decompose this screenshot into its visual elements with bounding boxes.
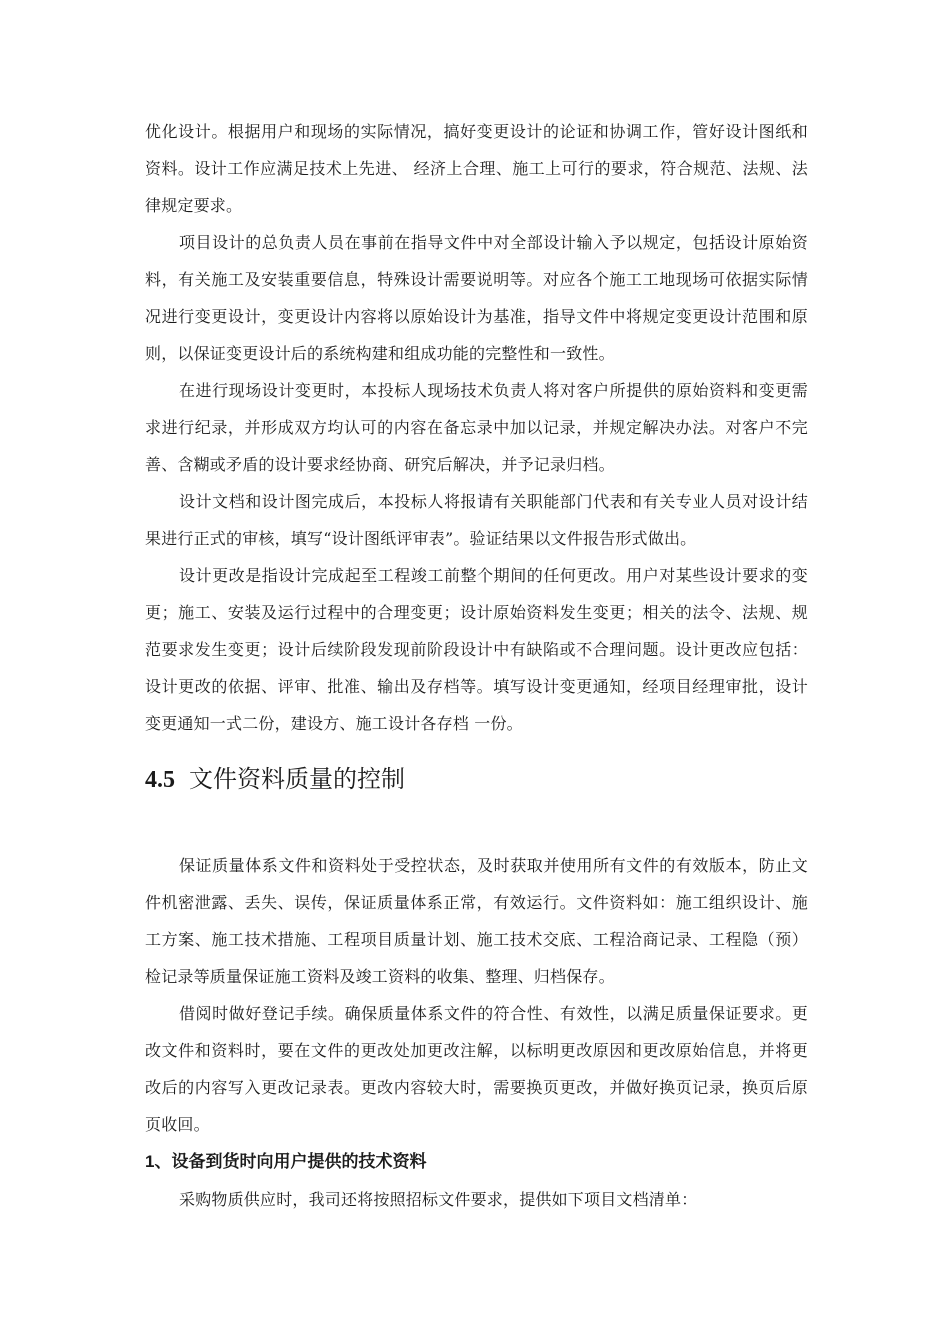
- paragraph: 优化设计。根据用户和现场的实际情况，搞好变更设计的论证和协调工作，管好设计图纸和资料。设计工作应满足技术上先进、 经济上合理、施工上可行的要求，符合规范、法规、法律规定要求。: [145, 122, 808, 215]
- paragraph: 设计更改是指设计完成起至工程竣工前整个期间的任何更改。用户对某些设计要求的变更；施工、安装及运行过程中的合理变更；设计原始资料发生变更；相关的法令、法规、规范要求发生变更；设计后续阶段发现前阶段设计中有缺陷或不合理问题。设计更改应包括：设计更改的依据、评审、批准、输出及存档等。填写设计变更通知，经项目经理审批，设计变更通知一式二份，建设方、施工设计各存档 一份。: [145, 566, 808, 733]
- document-body: [145, 113, 808, 1218]
- paragraph: 设计文档和设计图完成后，本投标人将报请有关职能部门代表和有关专业人员对设计结果进行正式的审核，填写“设计图纸评审表”。验证结果以文件报告形式做出。: [145, 492, 808, 548]
- subsection-title: 、设备到货时向用户提供的技术资料: [154, 1152, 427, 1172]
- subsection-heading: [145, 1143, 808, 1181]
- subsection-number: 1: [145, 1152, 155, 1171]
- section-number: 4.5: [145, 767, 175, 793]
- paragraph: 项目设计的总负责人员在事前在指导文件中对全部设计输入予以规定，包括设计原始资料，有关施工及安装重要信息，特殊设计需要说明等。对应各个施工工地现场可依据实际情况进行变更设计，变更设计内容将以原始设计为基准，指导文件中将规定变更设计范围和原则，以保证变更设计后的系统构建和组成功能的完整性和一致性。: [145, 233, 808, 363]
- paragraph: 在进行现场设计变更时，本投标人现场技术负责人将对客户所提供的原始资料和变更需求进行纪录，并形成双方均认可的内容在备忘录中加以记录，并规定解决办法。对客户不完善、含糊或矛盾的设计要求经协商、研究后解决，并予记录归档。: [145, 381, 808, 474]
- section-heading: [145, 764, 808, 795]
- section-title: 文件资料质量的控制: [189, 765, 405, 793]
- paragraph: 借阅时做好登记手续。确保质量体系文件的符合性、有效性，以满足质量保证要求。更改文件和资料时，要在文件的更改处加更改注解，以标明更改原因和更改原始信息，并将更改后的内容写入更改记录表。更改内容较大时，需要换页更改，并做好换页记录，换页后原页收回。: [145, 1004, 808, 1134]
- paragraph: 保证质量体系文件和资料处于受控状态，及时获取并使用所有文件的有效版本，防止文件机密泄露、丢失、误传，保证质量体系正常，有效运行。文件资料如：施工组织设计、施工方案、施工技术措施、工程项目质量计划、施工技术交底、工程洽商记录、工程隐（预）检记录等质量保证施工资料及竣工资料的收集、整理、归档保存。: [145, 856, 808, 986]
- paragraph: 采购物质供应时，我司还将按照招标文件要求，提供如下项目文档清单：: [179, 1190, 698, 1209]
